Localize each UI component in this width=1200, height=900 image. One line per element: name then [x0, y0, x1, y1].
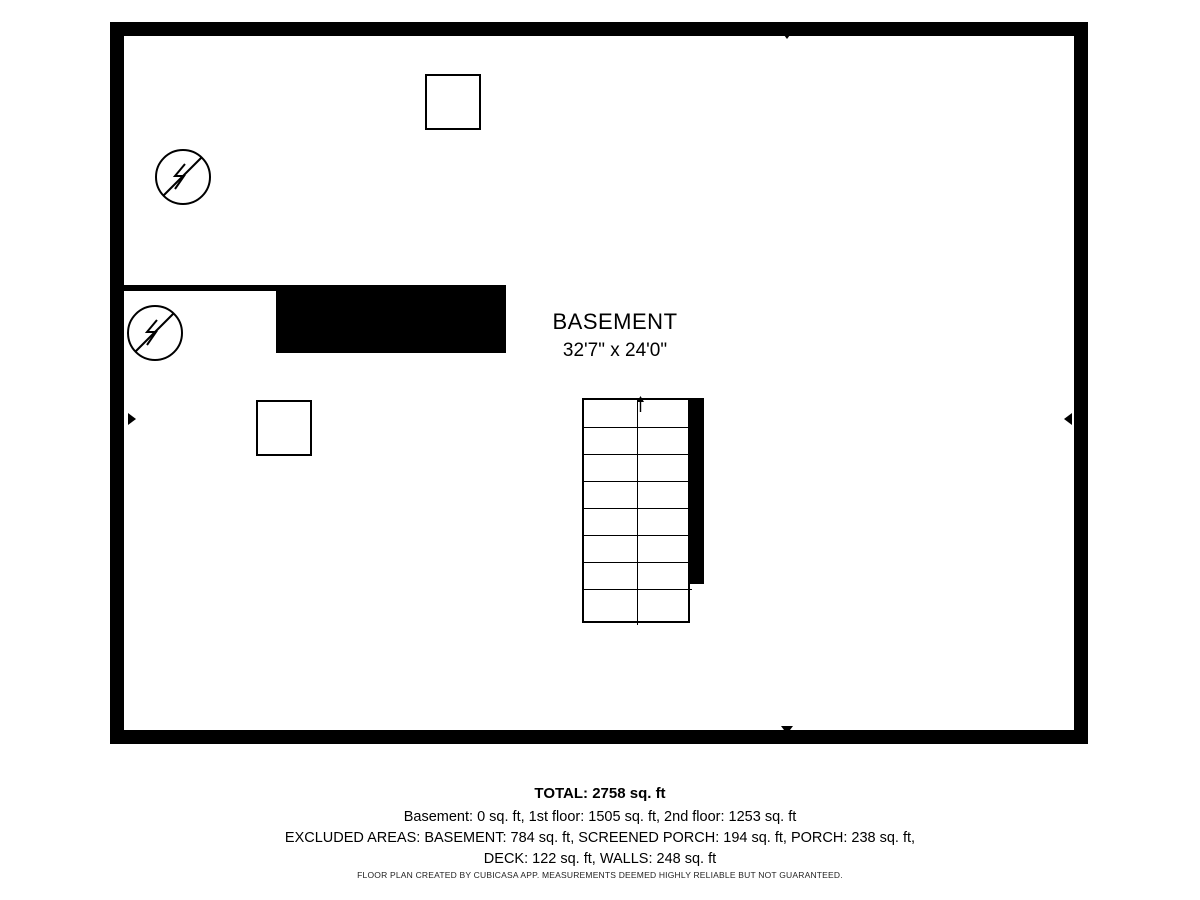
total-area: TOTAL: 2758 sq. ft: [534, 785, 666, 802]
stair-step: [584, 481, 692, 482]
excluded-areas-line-2: DECK: 122 sq. ft, WALLS: 248 sq. ft: [483, 851, 717, 868]
stair-step: [584, 562, 692, 563]
stair-step: [584, 535, 692, 536]
stairs-up-arrow-icon: [636, 396, 645, 412]
dimension-marker-bottom: [781, 726, 793, 734]
dimension-marker-right: [1064, 413, 1072, 425]
square-fixture-top: [425, 74, 481, 130]
electrical-symbol-icon: [155, 149, 211, 205]
dimension-marker-left: [128, 413, 136, 425]
excluded-areas-line-1: EXCLUDED AREAS: BASEMENT: 784 sq. ft, SCREENED PORCH: 194 sq. ft, PORCH: 238 sq. ft,: [284, 830, 916, 847]
stair-step: [584, 589, 692, 590]
stair-step: [584, 454, 692, 455]
dimension-marker-top: [781, 31, 793, 39]
electrical-symbol-icon: [127, 305, 183, 361]
room-name: BASEMENT: [552, 309, 678, 334]
staircase: [582, 398, 690, 623]
disclaimer-text: FLOOR PLAN CREATED BY CUBICASA APP. MEASUREMENTS DEEMED HIGHLY RELIABLE BUT NOT GUARANTEED.: [357, 870, 843, 880]
interior-wall-thin: [124, 285, 280, 291]
stair-center-line: [637, 400, 638, 625]
stair-step: [584, 508, 692, 509]
floor-breakdown: Basement: 0 sq. ft, 1st floor: 1505 sq. ft, 2nd floor: 1253 sq. ft: [403, 809, 797, 825]
stair-step: [584, 427, 692, 428]
area-summary: [0, 785, 1200, 870]
room-label: [470, 308, 760, 362]
room-dimensions: 32'7" x 24'0": [562, 339, 668, 361]
square-fixture-left: [256, 400, 312, 456]
staircase-wall: [690, 398, 704, 584]
basement-outline: [110, 22, 1088, 744]
